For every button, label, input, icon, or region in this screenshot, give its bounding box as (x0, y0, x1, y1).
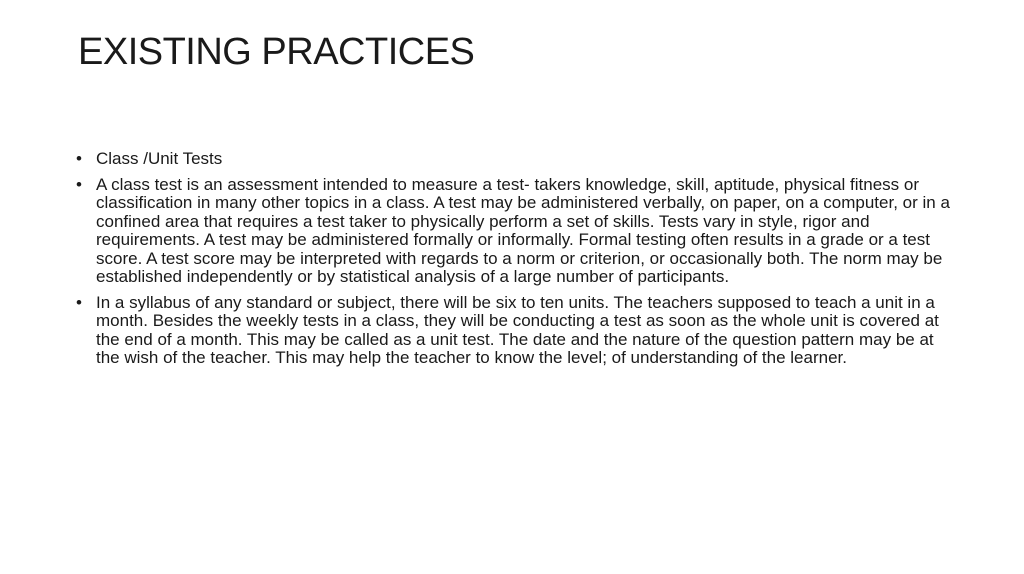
bullet-dot-icon: • (76, 149, 82, 168)
bullet-item-class-test-definition (76, 176, 956, 287)
bullet-list (76, 150, 956, 375)
bullet-dot-icon: • (76, 174, 82, 194)
bullet-dot-icon: • (76, 292, 82, 312)
bullet-text: In a syllabus of any standard or subject, there will be six to ten units. The teachers supposed to teach a unit in a month. Besides the weekly tests in a class, they will be conducting a test as soon as the whole unit is covered at the end of a month. This may be called as a unit test. The date and the nature of the question pattern may be at the wish of the teacher. This may help the teacher to know the level; of understanding of the learner. (96, 292, 939, 367)
bullet-item-unit-test-syllabus (76, 294, 956, 368)
slide-title: EXISTING PRACTICES (78, 31, 475, 73)
bullet-text: A class test is an assessment intended to measure a test- takers knowledge, skill, aptitude, physical fitness or classification in many other topics in a class. A test may be administered verbally, on paper, on a computer, or in a confined area that requires a test taker to physically perform a set of skills. Tests vary in style, rigor and requirements. A test may be administered formally or informally. Formal testing often results in a grade or a test score. A test score may be interpreted with regards to a norm or criterion, or occasionally both. The norm may be established independently or by statistical analysis of a large number of participants. (96, 174, 950, 286)
bullet-item-class-unit-tests (76, 150, 956, 169)
bullet-text: Class /Unit Tests (96, 149, 223, 168)
